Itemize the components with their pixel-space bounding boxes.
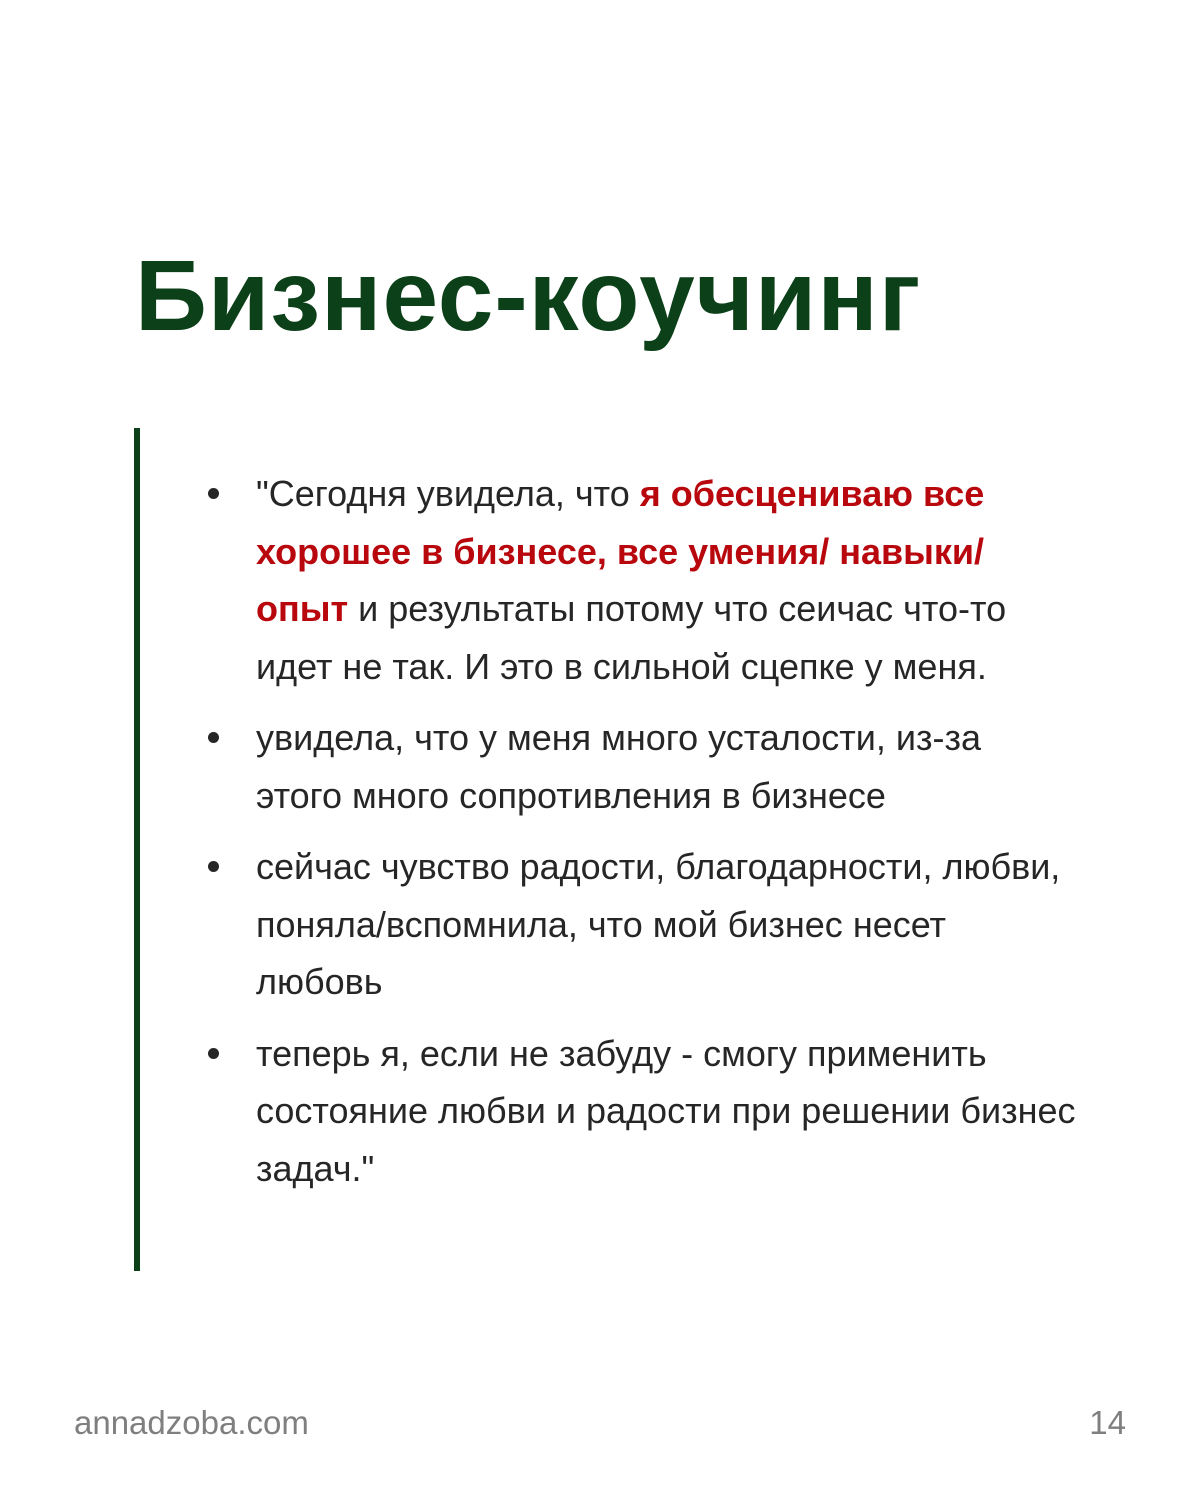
quote-item-2 <box>256 709 1076 824</box>
quote-item-3 <box>256 838 1076 1011</box>
quote-item-4-text: теперь я, если не забуду - смогу применить состояние любви и радости при решении бизнес задач." <box>256 1032 1076 1189</box>
bullet-icon <box>208 732 219 743</box>
page-title: Бизнес-коучинг <box>135 240 922 352</box>
bullet-icon <box>208 488 219 499</box>
quote-item-4 <box>256 1025 1076 1198</box>
page-number: 14 <box>1089 1404 1126 1441</box>
quote-bar <box>134 428 140 1271</box>
quote-item-1-text-after: и результаты потому что сеичас что-то идет не так. И это в сильной сцепке у меня. <box>256 588 1007 687</box>
bullet-icon <box>208 1048 219 1059</box>
quote-item-1 <box>256 465 1076 695</box>
quote-item-1-highlight: я обесцениваю все хорошее в бизнесе, все умения/ навыки/ опыт <box>256 473 985 629</box>
bullet-icon <box>208 861 219 872</box>
quote-item-2-text: увидела, что у меня много усталости, из-за этого много сопротивления в бизнесе <box>256 717 981 816</box>
quote-item-1-text-before: "Сегодня увидела, что <box>256 473 640 514</box>
quote-item-3-text: сейчас чувство радости, благодарности, любви, поняла/вспомнила, что мой бизнес несет любовь <box>256 846 1061 1002</box>
quote-list <box>256 465 1076 1211</box>
footer-site-link[interactable]: annadzoba.com <box>74 1404 309 1441</box>
